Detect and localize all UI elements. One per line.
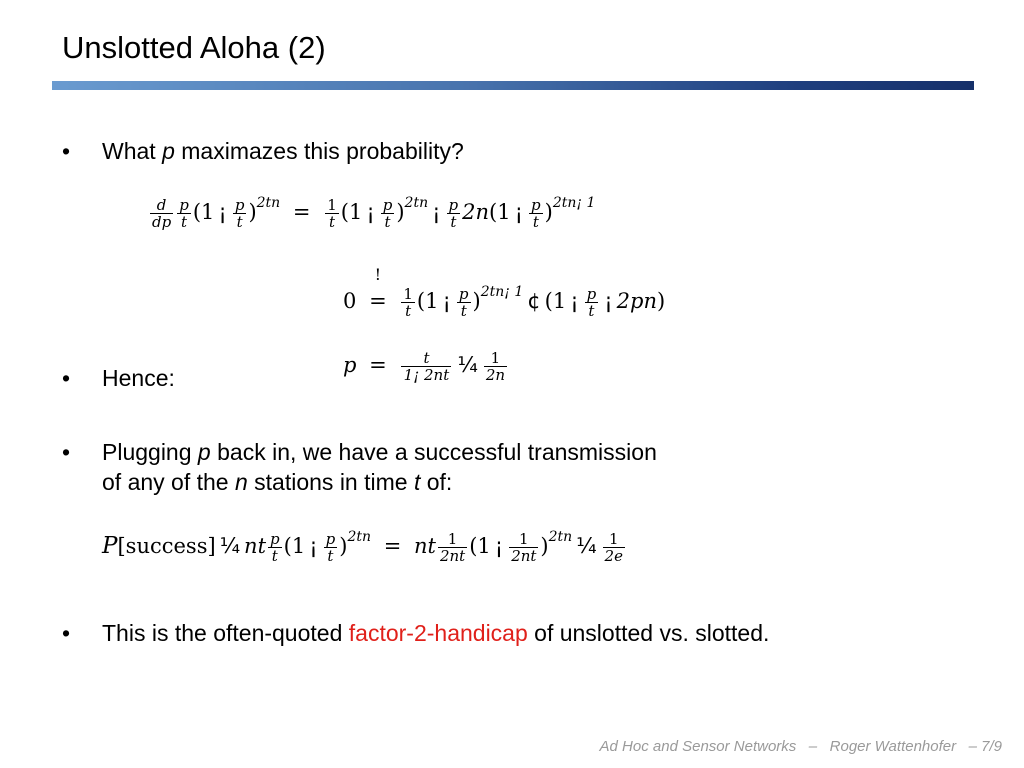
bullet-1-text-before: What <box>102 138 163 164</box>
minus-glyph: ¡ <box>442 289 451 313</box>
title-underline-bar <box>52 81 974 90</box>
frac-1-2e <box>603 531 625 564</box>
math-one: 1 <box>291 534 306 558</box>
approx-glyph: ¼ <box>457 353 478 377</box>
frac-num: d <box>150 197 173 214</box>
frac-1-2nt <box>509 531 538 564</box>
bullet-3-line-1 <box>102 437 657 467</box>
equation-set-zero: 0 ! = $\frac{1}{t}$ (1 ¡ $\frac{p}{t}$ )$^{2tn¡ 1}$ ¢ (1 ¡ $\frac{p}{t}$ ¡ 2pn) <box>343 265 666 320</box>
minus-glyph: ¡ <box>309 534 318 558</box>
bullet-4-marker: • <box>62 620 71 646</box>
text-part: of any of the <box>102 469 235 495</box>
math-one: 1 <box>497 200 511 224</box>
bullet-4-text <box>102 618 769 648</box>
equals-sign: = <box>369 289 387 313</box>
frac-1-2nt <box>438 531 467 564</box>
text-part: Plugging <box>102 439 198 465</box>
frac-p-t <box>457 286 471 319</box>
approx-glyph: ¼ <box>219 534 241 558</box>
frac-den: t <box>384 213 391 231</box>
minus-glyph: ¡ <box>218 200 227 224</box>
minus-glyph: ¡ <box>514 200 524 224</box>
frac-den: t <box>271 547 278 565</box>
equation-optimal-p <box>343 350 509 383</box>
approx-glyph: ¼ <box>576 534 597 558</box>
math-p: p <box>343 353 357 377</box>
minus-glyph: ¡ <box>432 200 441 224</box>
frac-p-t <box>268 531 282 564</box>
frac-den: t <box>588 302 595 320</box>
frac-p-t <box>585 286 599 319</box>
var-t: t <box>413 469 421 495</box>
exclamation-mark: ! <box>374 265 382 284</box>
equation-derivative: $\frac{d}{dp}$ $\frac{p}{t}$ (1 ¡ $\frac{p}{t}$ )$^{2tn}$ = $\frac{1}{t}$ (1 ¡ $\frac{p}{t}$ )$^{2tn}$ ¡ $\frac{p}{t}$ 2n(1 ¡ $\frac{p}{t}$ )$^{2tn¡ 1}$ <box>152 195 596 231</box>
frac-num: p <box>458 285 469 303</box>
equals-with-mark <box>369 265 387 313</box>
frac-num: p <box>325 530 336 548</box>
math-2n: 2n <box>462 200 490 224</box>
highlight-factor-2-handicap: factor-2-handicap <box>348 620 528 646</box>
frac-num: p <box>234 196 245 214</box>
frac-p-t <box>529 197 543 230</box>
frac-num: p <box>179 196 189 214</box>
minus-glyph: ¡ <box>604 289 613 313</box>
equals-sign: = <box>383 534 402 558</box>
frac-den: t <box>450 213 457 231</box>
exponent: 2tn <box>404 195 429 211</box>
frac-p-t <box>447 197 461 230</box>
frac-t-over-1-minus-2nt <box>401 350 451 383</box>
frac-num: 1 <box>484 350 507 367</box>
math-zero: 0 <box>343 289 357 313</box>
frac-den: dp <box>152 213 172 231</box>
math-one: 1 <box>425 289 439 313</box>
math-one: 1 <box>201 200 215 224</box>
math-success: [success] <box>117 534 216 558</box>
cent-glyph: ¢ <box>527 289 541 313</box>
frac-den: t <box>327 547 334 565</box>
frac-num: p <box>270 530 280 548</box>
frac-den: 2n <box>485 366 506 384</box>
exponent: 2tn <box>548 529 573 545</box>
bullet-3-line-2 <box>102 467 452 497</box>
frac-1-2n <box>484 350 507 383</box>
math-2pn: 2pn <box>616 289 658 313</box>
var-p: p <box>197 439 211 465</box>
frac-1-t <box>401 286 415 319</box>
equals-sign: = <box>292 200 311 224</box>
equals-sign: = <box>369 353 387 377</box>
page-number: 7/9 <box>981 738 1002 755</box>
frac-num: p <box>382 196 393 214</box>
minus-glyph: ¡ <box>366 200 375 224</box>
text-part: This is the often-quoted <box>102 620 349 646</box>
text-part: of unslotted vs. slotted. <box>527 620 770 646</box>
frac-num: 1 <box>603 531 625 548</box>
frac-p-t <box>233 197 247 230</box>
frac-num: p <box>531 196 541 214</box>
bullet-1-text <box>102 136 464 166</box>
math-one: 1 <box>348 200 363 224</box>
frac-den: 1¡ 2nt <box>403 366 450 384</box>
frac-num: 1 <box>403 285 413 303</box>
frac-p-t <box>324 531 338 564</box>
frac-den: 2e <box>604 547 623 565</box>
frac-1-t <box>325 197 339 230</box>
frac-num: 1 <box>438 531 467 548</box>
footer-text: Ad Hoc and Sensor Networks – Roger Wattenhofer – <box>599 738 977 755</box>
math-one: 1 <box>552 289 567 313</box>
frac-num: 1 <box>327 196 337 214</box>
math-P: P <box>102 533 118 559</box>
minus-glyph: ¡ <box>494 534 504 558</box>
slide-title: Unslotted Aloha (2) <box>62 30 326 65</box>
exponent: 2tn <box>347 529 371 545</box>
bullet-1-var-p: p <box>162 138 175 164</box>
frac-den: t <box>532 213 539 231</box>
equation-success-probability: P[success] ¼ nt $\frac{p}{t}$ (1 ¡ $\frac{p}{t}$ )$^{2tn}$ = nt $\frac{1}{2nt}$ (1 ¡ $\frac{1}{2nt}$ )$^{2tn}$ ¼ $\frac{1}{2e}$ <box>102 529 623 565</box>
frac-den: 2nt <box>511 547 537 565</box>
frac-den: 2nt <box>439 547 466 565</box>
frac-den: t <box>460 302 467 320</box>
var-n: n <box>234 469 248 495</box>
text-part: stations in time <box>247 469 414 495</box>
frac-p-t <box>177 197 191 230</box>
text-part: back in, we have a successful transmission <box>210 439 657 465</box>
math-one: 1 <box>477 534 491 558</box>
frac-num: p <box>586 285 597 303</box>
minus-glyph: ¡ <box>570 289 579 313</box>
exponent: 2tn¡ 1 <box>480 284 524 300</box>
math-nt: nt <box>413 534 436 558</box>
exponent: 2tn <box>256 195 281 211</box>
bullet-1-text-after: maximazes this probability? <box>174 138 464 164</box>
bullet-2-text: Hence: <box>102 365 175 391</box>
bullet-3-marker: • <box>62 439 71 465</box>
frac-d-dp <box>150 197 173 230</box>
frac-den: t <box>328 213 335 231</box>
bullet-1-marker: • <box>62 138 71 164</box>
bullet-2-marker: • <box>62 365 71 391</box>
exponent: 2tn¡ 1 <box>552 195 596 211</box>
math-nt: nt <box>244 534 267 558</box>
frac-num: t <box>401 350 451 367</box>
frac-den: t <box>181 213 188 231</box>
text-part: of: <box>420 469 453 495</box>
frac-den: t <box>405 302 412 320</box>
frac-num: p <box>448 196 459 214</box>
frac-p-t <box>381 197 395 230</box>
frac-den: t <box>236 213 243 231</box>
frac-num: 1 <box>509 531 538 548</box>
slide-footer <box>600 738 1002 755</box>
